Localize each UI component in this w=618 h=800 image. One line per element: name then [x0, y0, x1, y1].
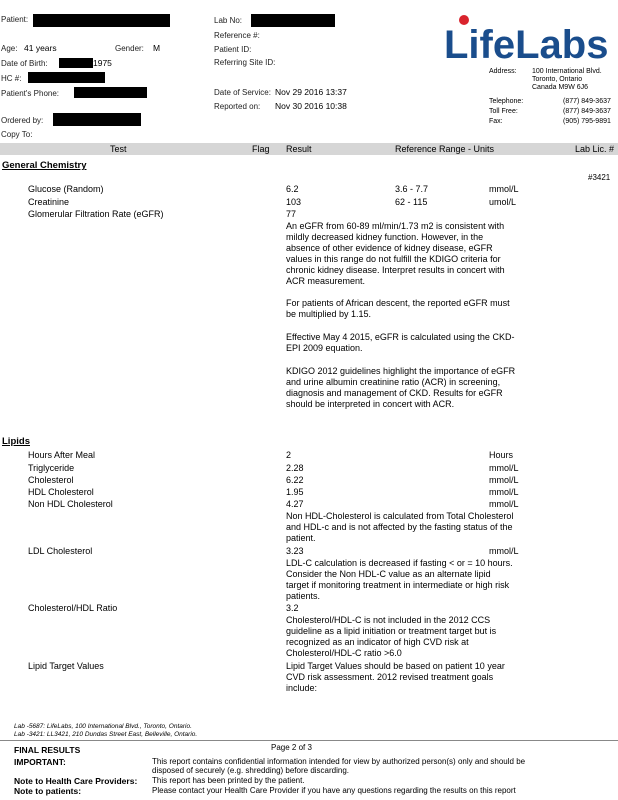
important-text-2: disposed of securely (e.g. shredding) before discarding.: [152, 766, 349, 775]
result-triglyceride: 2.28: [286, 463, 304, 473]
test-name-nonhdl: Non HDL Cholesterol: [28, 499, 113, 509]
age-value: 41 years: [24, 43, 57, 53]
important-text-1: This report contains confidential information intended for view by authorized person(s) only and should be: [152, 757, 526, 766]
address-line-2: Toronto, Ontario: [532, 76, 583, 83]
nonhdl-note: Non HDL-Cholesterol is calculated from Total Cholesterol and HDL-c and is not affected by the fasting status of the patient.: [286, 511, 514, 543]
lipid-target-note: Lipid Target Values should be based on patient 10 year CVD risk assessment. 2012 revised treatment goals include:: [286, 661, 505, 693]
hcp-label: Note to Health Care Providers:: [14, 776, 138, 786]
footer-divider: [0, 740, 618, 741]
col-flag: Flag: [252, 144, 270, 154]
result-creatinine: 103: [286, 197, 302, 207]
test-name-cholesterol: Cholesterol: [28, 475, 74, 485]
patients-text: Please contact your Health Care Provider if you have any questions regarding the results on this report: [152, 786, 516, 795]
test-name-creatinine: Creatinine: [28, 197, 70, 207]
address-label: Address:: [489, 68, 517, 75]
gender-label: Gender:: [115, 44, 144, 53]
egfr-note-2: For patients of African descent, the reported eGFR must be multiplied by 1.15.: [286, 298, 510, 319]
unit-nonhdl: mmol/L: [489, 499, 519, 509]
col-range: Reference Range - Units: [395, 144, 495, 154]
hcp-text: This report has been printed by the patient.: [152, 776, 305, 785]
unit-creatinine: umol/L: [489, 197, 517, 207]
redacted-phone: [74, 87, 147, 98]
tollfree-value: (877) 849-3637: [563, 108, 611, 115]
address-line-3: Canada M9W 6J6: [532, 84, 589, 91]
service-value: Nov 29 2016 13:37: [275, 87, 347, 97]
dob-label: Date of Birth:: [1, 59, 48, 68]
test-name-triglyceride: Triglyceride: [28, 463, 75, 473]
section-general-chemistry: General Chemistry: [2, 160, 87, 171]
unit-cholesterol: mmol/L: [489, 475, 519, 485]
fax-label: Fax:: [489, 118, 503, 125]
copyto-label: Copy To:: [1, 130, 33, 139]
redacted-dob: [59, 58, 93, 68]
col-lic: Lab Lic. #: [575, 144, 615, 154]
redacted-hc: [28, 72, 105, 83]
patients-label: Note to patients:: [14, 786, 82, 796]
dob-value: 1975: [93, 58, 112, 68]
col-test: Test: [110, 144, 127, 154]
test-name-egfr: Glomerular Filtration Rate (eGFR): [28, 209, 164, 219]
lifelabs-logo: [442, 14, 618, 71]
results-column-header: [0, 143, 618, 155]
ldl-note: LDL-C calculation is decreased if fasting < or = 10 hours. Consider the Non HDL-C value as an alternate lipid target if monitoring treatment in intermediate or high risk patients.: [286, 558, 513, 601]
section-lipids: Lipids: [2, 436, 30, 447]
result-ldl: 3.23: [286, 546, 304, 556]
result-hdl: 1.95: [286, 487, 304, 497]
test-name-hdl: HDL Cholesterol: [28, 487, 94, 497]
redacted-ordered: [53, 113, 141, 126]
refsite-label: Referring Site ID:: [214, 58, 276, 67]
address-line-1: 100 International Blvd.: [532, 68, 602, 75]
service-label: Date of Service:: [214, 88, 271, 97]
phone-label: Patient's Phone:: [1, 89, 60, 98]
reported-label: Reported on:: [214, 102, 261, 111]
test-name-ratio: Cholesterol/HDL Ratio: [28, 603, 118, 613]
important-label: IMPORTANT:: [14, 757, 66, 767]
egfr-note-1: An eGFR from 60-89 ml/min/1.73 m2 is consistent with mildly decreased kidney function. However, in the absence of other evidence of kidney disease, eGFR values in this range do not fulfill the KDIGO criteria for chronic kidney disease. Interpret results in concert with ACR measurement.: [286, 221, 505, 286]
result-nonhdl: 4.27: [286, 499, 304, 509]
reported-value: Nov 30 2016 10:38: [275, 101, 347, 111]
result-glucose: 6.2: [286, 184, 299, 194]
patientid-label: Patient ID:: [214, 45, 252, 54]
unit-triglyceride: mmol/L: [489, 463, 519, 473]
result-hours: 2: [286, 450, 292, 460]
patient-label: Patient:: [1, 15, 29, 24]
result-ratio: 3.2: [286, 603, 299, 613]
unit-ldl: mmol/L: [489, 546, 519, 556]
unit-hdl: mmol/L: [489, 487, 519, 497]
tel-label: Telephone:: [489, 98, 524, 105]
footer-lab-2: Lab -3421: LL3421, 210 Dundas Street East, Belleville, Ontario.: [14, 731, 198, 738]
final-results: FINAL RESULTS: [14, 745, 81, 755]
fax-value: (905) 795-9891: [563, 118, 611, 125]
page-number: Page 2 of 3: [271, 743, 312, 752]
lab-lic-number: #3421: [588, 173, 611, 182]
test-name-glucose: Glucose (Random): [28, 184, 104, 194]
range-glucose: 3.6 - 7.7: [395, 184, 429, 194]
reference-label: Reference #:: [214, 31, 260, 40]
test-name-hours: Hours After Meal: [28, 450, 96, 460]
egfr-note-3: Effective May 4 2015, eGFR is calculated using the CKD-EPI 2009 equation.: [286, 332, 515, 353]
labno-label: Lab No:: [214, 16, 243, 25]
range-creatinine: 62 - 115: [395, 197, 428, 207]
egfr-note-4: KDIGO 2012 guidelines highlight the importance of eGFR and urine albumin creatinine ratio (ACR) in screening, diagnosis and management of CKD. Results for eGFR should be interpreted in concert with ACR.: [286, 366, 516, 409]
col-result: Result: [286, 144, 312, 154]
logo-text: LifeLabs: [444, 23, 609, 66]
ratio-note: Cholesterol/HDL-C is not included in the 2012 CCS guideline as a lipid initiation or treatment target but is recognized as an indicator of high CVD risk at Cholesterol/HDL-C ratio >6.0: [286, 615, 497, 658]
test-name-lipid-target: Lipid Target Values: [28, 661, 104, 671]
result-egfr: 77: [286, 209, 297, 219]
unit-hours: Hours: [489, 450, 514, 460]
tel-value: (877) 849-3637: [563, 98, 611, 105]
ordered-label: Ordered by:: [1, 116, 44, 125]
hc-label: HC #:: [1, 74, 22, 83]
test-name-ldl: LDL Cholesterol: [28, 546, 93, 556]
gender-value: M: [153, 43, 161, 53]
age-label: Age:: [1, 44, 18, 53]
redacted-labno: [251, 14, 335, 27]
footer-lab-1: Lab -5687: LifeLabs, 100 International Blvd., Toronto, Ontario.: [14, 723, 192, 730]
unit-glucose: mmol/L: [489, 184, 519, 194]
redacted-patient-name: [33, 14, 170, 27]
tollfree-label: Toll Free:: [489, 108, 518, 115]
result-cholesterol: 6.22: [286, 475, 304, 485]
